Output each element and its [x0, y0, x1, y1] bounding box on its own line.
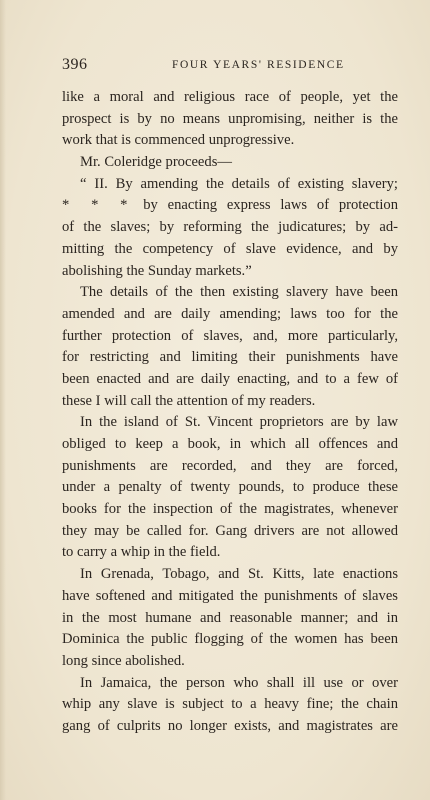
text-line-with-ellipsis: [62, 195, 398, 217]
text-line: like a moral and religious race of people, yet the: [62, 89, 398, 105]
text-line: gang of culprits no longer exists, and magistrates are: [62, 717, 398, 734]
text-line: books for the inspection of the magistrates, whenever: [62, 501, 398, 518]
page-header: [62, 56, 402, 76]
text-line: they may be called for. Gang drivers are not allowed: [62, 522, 398, 539]
text-line: “ II. By amending the details of existing slavery;: [80, 175, 398, 192]
text-line: The details of the then existing slavery have been: [80, 284, 398, 301]
text-line: In Grenada, Tobago, and St. Kitts, late enactions: [80, 566, 398, 583]
text-line: In Jamaica, the person who shall ill use or over: [80, 674, 398, 691]
page-gutter-shadow: [0, 0, 6, 800]
text-line: abolishing the Sunday markets.”: [62, 262, 252, 279]
text-line: In the island of St. Vincent proprietors are by law: [80, 414, 398, 431]
ellipsis-stars: * * *: [62, 197, 134, 214]
text-line: been enacted and are daily enacting, and to a few of: [62, 370, 398, 387]
text-line: punishments are recorded, and they are forced,: [62, 457, 398, 474]
text-line: amended and are daily amending; laws too for the: [62, 305, 398, 322]
text-line: for restricting and limiting their punishments have: [62, 349, 398, 366]
page-number: 396: [62, 56, 88, 73]
text-line: these I will call the attention of my readers.: [62, 392, 316, 409]
running-head: FOUR YEARS' RESIDENCE: [172, 59, 345, 71]
text-line: Dominica the public flogging of the women has been: [62, 631, 398, 648]
text-line: work that is commenced unprogressive.: [62, 132, 295, 149]
text-line: obliged to keep a book, in which all offences and: [62, 436, 398, 452]
text-line: have softened and mitigated the punishments of slaves: [62, 587, 398, 604]
text-line: long since abolished.: [62, 652, 185, 669]
text-line: further protection of slaves, and, more particularly,: [62, 327, 398, 344]
text-line: whip any slave is subject to a heavy fine; the chain: [62, 696, 398, 713]
text-line: of the slaves; by reforming the judicatures; by ad-: [62, 219, 398, 236]
body-text: [62, 87, 398, 738]
text-line-remainder: by enacting express laws of protection: [143, 197, 398, 214]
text-line: mitting the competency of slave evidence, and by: [62, 240, 398, 257]
text-line: in the most humane and reasonable manner; and in: [62, 609, 398, 626]
text-line: to carry a whip in the field.: [62, 544, 221, 561]
text-line: prospect is by no means unpromising, neither is the: [62, 110, 398, 127]
text-line: Mr. Coleridge proceeds—: [80, 154, 232, 171]
text-line: under a penalty of twenty pounds, to produce these: [62, 479, 398, 496]
